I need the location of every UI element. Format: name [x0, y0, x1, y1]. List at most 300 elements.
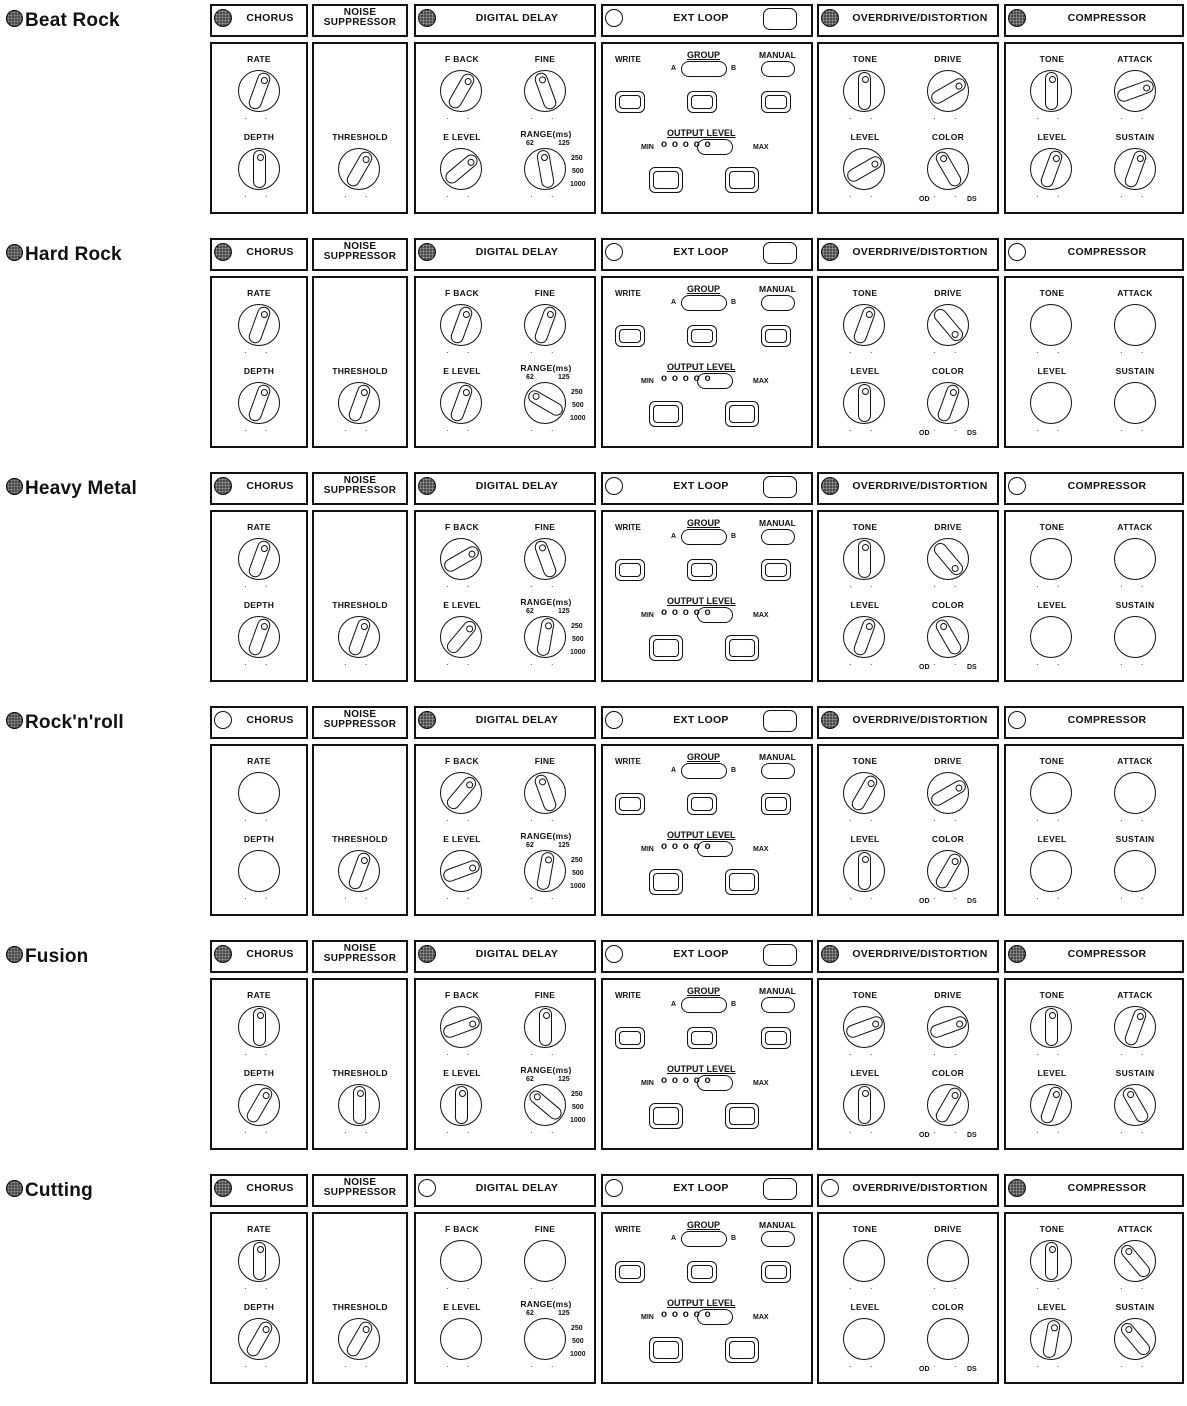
- comp-tone-knob: [1030, 1240, 1072, 1282]
- knob-pointer: [1122, 149, 1147, 189]
- knob-indicator: [544, 856, 552, 864]
- range-knob: [524, 1084, 566, 1126]
- manual-footswitch: [761, 559, 791, 581]
- sustain-knob: [1114, 1084, 1156, 1126]
- knob-scale-ticks: · ·: [1036, 1284, 1068, 1293]
- output-up-footswitch: [725, 401, 759, 427]
- range-label: RANGE(ms): [520, 597, 572, 607]
- delay-led: [418, 243, 436, 261]
- sustain-knob: [1114, 382, 1156, 424]
- range-125: 125: [558, 842, 570, 849]
- knob-pointer: [444, 774, 478, 811]
- knob-scale-ticks: · ·: [530, 1362, 562, 1371]
- knob-indicator: [532, 1092, 542, 1102]
- knob-indicator: [1142, 84, 1151, 93]
- knob-indicator: [257, 154, 264, 161]
- threshold-label: THRESHOLD: [332, 834, 388, 844]
- attack-label: ATTACK: [1117, 522, 1153, 532]
- knob-scale-ticks: · ·: [1120, 816, 1152, 825]
- noise-title-line2: SUPPRESSOR: [323, 719, 397, 730]
- chorus-title: CHORUS: [246, 714, 294, 726]
- compressor-title: COMPRESSOR: [1067, 480, 1147, 492]
- drive-knob: [927, 70, 969, 112]
- range-knob: [524, 616, 566, 658]
- output-up-footswitch: [725, 1337, 759, 1363]
- depth-label: DEPTH: [243, 600, 275, 610]
- chorus-led: [214, 243, 232, 261]
- ext-loop-module: [601, 4, 813, 216]
- knob-indicator: [538, 75, 547, 84]
- sustain-label: SUSTAIN: [1115, 834, 1155, 844]
- knob-scale-ticks: · ·: [849, 1050, 881, 1059]
- compressor-title: COMPRESSOR: [1067, 1182, 1147, 1194]
- knob-scale-ticks: · ·: [1036, 660, 1068, 669]
- chorus-led: [214, 945, 232, 963]
- color-ds-label: DS: [967, 898, 977, 905]
- rate-label: RATE: [247, 990, 271, 1000]
- knob-scale-ticks: · ·: [1120, 1128, 1152, 1137]
- knob-scale-ticks: · ·: [1036, 582, 1068, 591]
- elevel-label: E LEVEL: [443, 1302, 481, 1312]
- output-up-footswitch: [725, 167, 759, 193]
- drive-knob: [927, 1240, 969, 1282]
- knob-pointer: [532, 773, 557, 813]
- knob-pointer: [933, 1085, 963, 1124]
- sustain-label: SUSTAIN: [1115, 132, 1155, 142]
- comp-tone-label: TONE: [1039, 1224, 1065, 1234]
- knob-scale-ticks: · ·: [446, 816, 478, 825]
- knob-scale-ticks: · ·: [933, 426, 965, 435]
- range-62: 62: [526, 842, 534, 849]
- preset-title: [6, 10, 120, 32]
- output-level-leds: o o o o o: [661, 1309, 712, 1320]
- rate-knob: [238, 538, 280, 580]
- knob-scale-ticks: · ·: [244, 1284, 276, 1293]
- knob-pointer: [933, 149, 963, 188]
- knob-indicator: [1135, 1012, 1144, 1021]
- knob-indicator: [261, 1091, 271, 1101]
- knob-indicator: [468, 1020, 477, 1029]
- knob-indicator: [1049, 1012, 1056, 1019]
- manual-label: MANUAL: [759, 752, 796, 762]
- knob-pointer: [448, 383, 473, 423]
- tone-knob: [843, 1006, 885, 1048]
- compressor-module-panel: [1004, 276, 1184, 448]
- group-b-label: B: [731, 767, 737, 774]
- fback-knob: [440, 1240, 482, 1282]
- chorus-led: [214, 477, 232, 495]
- knob-scale-ticks: · ·: [1036, 348, 1068, 357]
- output-level-leds: o o o o o: [661, 607, 712, 618]
- chorus-title: CHORUS: [246, 246, 294, 258]
- knob-scale-ticks: · ·: [446, 348, 478, 357]
- comp-level-label: LEVEL: [1037, 132, 1067, 142]
- attack-knob: [1114, 70, 1156, 112]
- knob-scale-ticks: · ·: [849, 1128, 881, 1137]
- fine-label: FINE: [534, 522, 556, 532]
- compressor-module-panel: [1004, 1212, 1184, 1384]
- noise-title-line1: NOISE: [343, 241, 377, 252]
- digital-delay-module: [414, 706, 596, 918]
- sustain-knob: [1114, 1318, 1156, 1360]
- preset-row: [0, 472, 1187, 704]
- knob-scale-ticks: · ·: [244, 426, 276, 435]
- fine-label: FINE: [534, 54, 556, 64]
- range-62: 62: [526, 1076, 534, 1083]
- knob-indicator: [1123, 1247, 1133, 1257]
- group-footswitch: [687, 1027, 717, 1049]
- overdrive-led: [821, 711, 839, 729]
- range-125: 125: [558, 140, 570, 147]
- delay-led: [418, 1179, 436, 1197]
- chorus-module: [210, 1174, 308, 1386]
- manual-label: MANUAL: [759, 1220, 796, 1230]
- manual-switch: [761, 1231, 795, 1247]
- compressor-led: [1008, 1179, 1026, 1197]
- depth-label: DEPTH: [243, 132, 275, 142]
- knob-scale-ticks: · ·: [446, 426, 478, 435]
- compressor-led: [1008, 9, 1026, 27]
- chorus-module: [210, 472, 308, 684]
- digital-delay-module: [414, 4, 596, 216]
- knob-scale-ticks: · ·: [1036, 114, 1068, 123]
- knob-pointer: [246, 383, 271, 423]
- knob-scale-ticks: · ·: [446, 192, 478, 201]
- noise-title: [312, 1178, 408, 1207]
- noise-title-line1: NOISE: [343, 943, 377, 954]
- knob-scale-ticks: · ·: [530, 816, 562, 825]
- knob-pointer: [441, 1014, 481, 1039]
- knob-pointer: [928, 778, 967, 808]
- drive-label: DRIVE: [934, 756, 962, 766]
- group-switch: [681, 295, 727, 311]
- knob-indicator: [361, 1325, 371, 1335]
- group-b-label: B: [731, 1001, 737, 1008]
- manual-footswitch: [761, 1027, 791, 1049]
- threshold-knob: [338, 382, 380, 424]
- color-label: COLOR: [931, 1302, 965, 1312]
- drive-label: DRIVE: [934, 1224, 962, 1234]
- write-label: WRITE: [615, 289, 641, 298]
- knob-indicator: [1135, 154, 1144, 163]
- range-125: 125: [558, 374, 570, 381]
- digital-delay-module-panel: [414, 510, 596, 682]
- tone-knob: [843, 1240, 885, 1282]
- elevel-knob: [440, 1318, 482, 1360]
- knob-pointer: [346, 851, 371, 891]
- color-knob: [927, 1318, 969, 1360]
- output-level-label: OUTPUT LEVEL: [667, 1064, 736, 1074]
- preset-name: Hard Rock: [25, 244, 122, 265]
- compressor-title: COMPRESSOR: [1067, 246, 1147, 258]
- write-label: WRITE: [615, 55, 641, 64]
- knob-pointer: [928, 76, 967, 106]
- group-a-label: A: [671, 767, 677, 774]
- ext-loop-module: [601, 1174, 813, 1386]
- knob-scale-ticks: · ·: [344, 1128, 376, 1137]
- depth-knob: [238, 1318, 280, 1360]
- knob-indicator: [257, 1246, 264, 1253]
- group-b-label: B: [731, 65, 737, 72]
- knob-scale-ticks: · ·: [933, 192, 965, 201]
- output-level-label: OUTPUT LEVEL: [667, 1298, 736, 1308]
- manual-label: MANUAL: [759, 518, 796, 528]
- output-level-label: OUTPUT LEVEL: [667, 830, 736, 840]
- drive-label: DRIVE: [934, 522, 962, 532]
- output-max-label: MAX: [753, 378, 769, 385]
- manual-switch: [761, 997, 795, 1013]
- overdrive-module: [817, 238, 999, 450]
- ext-loop-title: EXT LOOP: [673, 948, 729, 960]
- knob-scale-ticks: · ·: [1120, 894, 1152, 903]
- elevel-label: E LEVEL: [443, 132, 481, 142]
- attack-knob: [1114, 1006, 1156, 1048]
- knob-indicator: [359, 622, 368, 631]
- knob-pointer: [858, 72, 871, 110]
- knob-scale-ticks: · ·: [933, 348, 965, 357]
- knob-pointer: [1115, 78, 1155, 103]
- noise-title-line1: NOISE: [343, 7, 377, 18]
- sustain-knob: [1114, 616, 1156, 658]
- knob-pointer: [858, 384, 871, 422]
- write-label: WRITE: [615, 757, 641, 766]
- knob-pointer: [844, 154, 883, 184]
- manual-footswitch: [761, 325, 791, 347]
- range-500: 500: [572, 870, 584, 877]
- overdrive-module-panel: [817, 510, 999, 682]
- comp-level-knob: [1030, 1084, 1072, 1126]
- knob-indicator: [950, 564, 960, 574]
- comp-level-knob: [1030, 148, 1072, 190]
- group-b-label: B: [731, 533, 737, 540]
- knob-indicator: [466, 157, 476, 167]
- knob-scale-ticks: · ·: [530, 192, 562, 201]
- knob-indicator: [459, 1090, 466, 1097]
- knob-scale-ticks: · ·: [1120, 660, 1152, 669]
- knob-indicator: [862, 544, 869, 551]
- attack-label: ATTACK: [1117, 1224, 1153, 1234]
- digital-delay-module: [414, 940, 596, 1152]
- bullet-icon: [6, 1180, 23, 1197]
- tone-knob: [843, 70, 885, 112]
- depth-knob: [238, 616, 280, 658]
- fine-knob: [524, 70, 566, 112]
- knob-pointer: [253, 150, 266, 188]
- overdrive-module: [817, 706, 999, 918]
- knob-indicator: [259, 76, 268, 85]
- knob-indicator: [538, 777, 547, 786]
- noise-title-line2: SUPPRESSOR: [323, 953, 397, 964]
- color-od-label: OD: [919, 1132, 930, 1139]
- knob-pointer: [244, 1319, 274, 1358]
- manual-footswitch: [761, 91, 791, 113]
- drive-label: DRIVE: [934, 288, 962, 298]
- noise-title-line2: SUPPRESSOR: [323, 251, 397, 262]
- manual-switch: [761, 295, 795, 311]
- compressor-module-panel: [1004, 42, 1184, 214]
- knob-scale-ticks: · ·: [849, 1284, 881, 1293]
- fback-label: F BACK: [445, 522, 479, 532]
- range-1000: 1000: [570, 1351, 586, 1358]
- range-1000: 1000: [570, 883, 586, 890]
- attack-label: ATTACK: [1117, 54, 1153, 64]
- noise-suppressor-module: [312, 1174, 408, 1386]
- knob-indicator: [540, 153, 548, 161]
- knob-pointer: [455, 1086, 468, 1124]
- tone-knob: [843, 538, 885, 580]
- tone-label: TONE: [852, 522, 878, 532]
- knob-pointer: [1122, 1007, 1147, 1047]
- overdrive-module-panel: [817, 42, 999, 214]
- threshold-label: THRESHOLD: [332, 600, 388, 610]
- bullet-icon: [6, 712, 23, 729]
- knob-indicator: [950, 857, 960, 867]
- chorus-title: CHORUS: [246, 12, 294, 24]
- knob-indicator: [954, 81, 964, 91]
- threshold-label: THRESHOLD: [332, 132, 388, 142]
- knob-scale-ticks: · ·: [1036, 816, 1068, 825]
- ext-loop-switch: [763, 944, 797, 966]
- range-250: 250: [571, 1325, 583, 1332]
- color-od-label: OD: [919, 1366, 930, 1373]
- range-250: 250: [571, 623, 583, 630]
- comp-level-knob: [1030, 850, 1072, 892]
- comp-level-label: LEVEL: [1037, 366, 1067, 376]
- sustain-label: SUSTAIN: [1115, 1068, 1155, 1078]
- write-footswitch: [615, 325, 645, 347]
- knob-pointer: [858, 852, 871, 890]
- output-down-footswitch: [649, 869, 683, 895]
- od-level-knob: [843, 148, 885, 190]
- group-label: GROUP: [687, 752, 721, 762]
- knob-indicator: [1049, 76, 1056, 83]
- noise-suppressor-module: [312, 706, 408, 918]
- output-down-footswitch: [649, 1103, 683, 1129]
- chorus-title: CHORUS: [246, 480, 294, 492]
- output-level-select: [697, 607, 733, 623]
- knob-pointer: [539, 1008, 552, 1046]
- digital-delay-module-panel: [414, 276, 596, 448]
- overdrive-title: OVERDRIVE/DISTORTION: [852, 480, 988, 492]
- manual-label: MANUAL: [759, 50, 796, 60]
- output-min-label: MIN: [641, 1314, 654, 1321]
- knob-scale-ticks: · ·: [446, 1284, 478, 1293]
- threshold-label: THRESHOLD: [332, 1302, 388, 1312]
- range-250: 250: [571, 389, 583, 396]
- range-label: RANGE(ms): [520, 363, 572, 373]
- comp-level-label: LEVEL: [1037, 834, 1067, 844]
- color-label: COLOR: [931, 132, 965, 142]
- knob-indicator: [468, 864, 477, 873]
- ext-loop-module: [601, 472, 813, 684]
- knob-scale-ticks: · ·: [244, 660, 276, 669]
- knob-scale-ticks: · ·: [530, 582, 562, 591]
- output-level-leds: o o o o o: [661, 373, 712, 384]
- digital-delay-module-panel: [414, 744, 596, 916]
- fine-knob: [524, 1006, 566, 1048]
- comp-tone-label: TONE: [1039, 756, 1065, 766]
- knob-scale-ticks: · ·: [1036, 1362, 1068, 1371]
- knob-scale-ticks: · ·: [933, 1362, 965, 1371]
- overdrive-title: OVERDRIVE/DISTORTION: [852, 246, 988, 258]
- preset-row: [0, 1174, 1187, 1406]
- chorus-title: CHORUS: [246, 1182, 294, 1194]
- output-min-label: MIN: [641, 144, 654, 151]
- drive-knob: [927, 772, 969, 814]
- od-level-label: LEVEL: [850, 1302, 880, 1312]
- drive-label: DRIVE: [934, 54, 962, 64]
- knob-scale-ticks: · ·: [244, 192, 276, 201]
- preset-name: Heavy Metal: [25, 478, 138, 499]
- delay-led: [418, 477, 436, 495]
- chorus-led: [214, 9, 232, 27]
- depth-knob: [238, 850, 280, 892]
- output-min-label: MIN: [641, 378, 654, 385]
- noise-title: [312, 476, 408, 505]
- od-level-knob: [843, 382, 885, 424]
- knob-scale-ticks: · ·: [933, 582, 965, 591]
- compressor-module-panel: [1004, 978, 1184, 1150]
- bullet-icon: [6, 478, 23, 495]
- range-knob: [524, 850, 566, 892]
- knob-pointer: [1118, 1320, 1152, 1357]
- fback-knob: [440, 1006, 482, 1048]
- manual-switch: [761, 763, 795, 779]
- knob-scale-ticks: · ·: [344, 192, 376, 201]
- od-level-knob: [843, 616, 885, 658]
- threshold-label: THRESHOLD: [332, 1068, 388, 1078]
- fback-knob: [440, 70, 482, 112]
- knob-pointer: [1120, 1085, 1150, 1124]
- attack-knob: [1114, 772, 1156, 814]
- knob-pointer: [851, 617, 876, 657]
- range-label: RANGE(ms): [520, 1299, 572, 1309]
- color-label: COLOR: [931, 1068, 965, 1078]
- knob-pointer: [346, 617, 371, 657]
- chorus-module: [210, 4, 308, 216]
- knob-indicator: [864, 310, 873, 319]
- knob-pointer: [1045, 1008, 1058, 1046]
- ext-loop-led: [605, 711, 623, 729]
- knob-pointer: [851, 305, 876, 345]
- knob-scale-ticks: · ·: [933, 816, 965, 825]
- range-62: 62: [526, 608, 534, 615]
- range-62: 62: [526, 1310, 534, 1317]
- fine-label: FINE: [534, 756, 556, 766]
- chorus-title: CHORUS: [246, 948, 294, 960]
- color-od-label: OD: [919, 898, 930, 905]
- knob-indicator: [259, 622, 268, 631]
- comp-tone-label: TONE: [1039, 990, 1065, 1000]
- knob-scale-ticks: · ·: [1120, 1050, 1152, 1059]
- ext-loop-led: [605, 243, 623, 261]
- attack-label: ATTACK: [1117, 288, 1153, 298]
- knob-scale-ticks: · ·: [933, 894, 965, 903]
- knob-scale-ticks: · ·: [1120, 348, 1152, 357]
- knob-scale-ticks: · ·: [446, 1128, 478, 1137]
- knob-pointer: [346, 383, 371, 423]
- write-footswitch: [615, 1027, 645, 1049]
- attack-label: ATTACK: [1117, 990, 1153, 1000]
- bullet-icon: [6, 946, 23, 963]
- overdrive-led: [821, 477, 839, 495]
- noise-suppressor-module: [312, 940, 408, 1152]
- group-a-label: A: [671, 1235, 677, 1242]
- rate-knob: [238, 1240, 280, 1282]
- depth-knob: [238, 148, 280, 190]
- knob-indicator: [461, 310, 470, 319]
- comp-tone-knob: [1030, 1006, 1072, 1048]
